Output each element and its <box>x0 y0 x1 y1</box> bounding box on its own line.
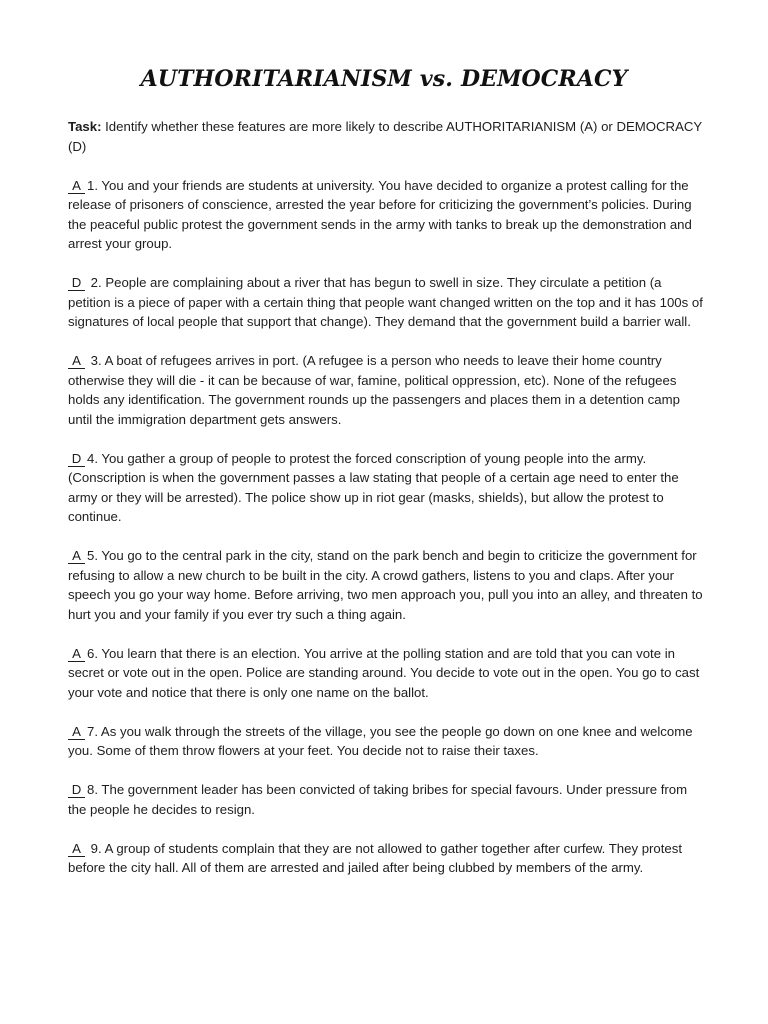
answer-blank: D <box>68 783 85 798</box>
question-8 <box>68 780 704 819</box>
question-text: 5. You go to the central park in the city, stand on the park bench and begin to criticize the government for refusing to allow a new church to be built in the city. A crowd gathers, listens to you and claps. After your speech you go your way home. Before arriving, two men approach you, pull you into an alley, and threaten to hurt you and your family if you ever try such a thing again. <box>68 548 703 622</box>
answer-blank: A <box>68 549 85 564</box>
answer-blank: A <box>68 647 85 662</box>
task-text: Identify whether these features are more likely to describe AUTHORITARIANISM (A) or DEMOCRACY (D) <box>68 119 702 154</box>
question-text: 7. As you walk through the streets of the village, you see the people go down on one knee and welcome you. Some of them throw flowers at your feet. You decide not to raise their taxes. <box>68 723 693 758</box>
question-7 <box>68 722 704 761</box>
answer-blank: A <box>68 842 85 857</box>
question-text: 3. A boat of refugees arrives in port. (A refugee is a person who needs to leave their home country otherwise they will die - it can be because of war, famine, political oppression, etc). None of the refugees holds any identification. The government rounds up the passengers and places them in a detention camp until the immigration department gets answers. <box>68 353 680 427</box>
question-text: 9. A group of students complain that they are not allowed to gather together after curfew. They protest before the city hall. All of them are arrested and jailed after being clubbed by members of the army. <box>68 840 683 875</box>
question-text: 2. People are complaining about a river that has begun to swell in size. They circulate a petition (a petition is a piece of paper with a certain thing that people want changed written on the top and it has 100s of signatures of local people that support that change). They demand that the government build a barrier wall. <box>68 275 703 329</box>
question-text: 4. You gather a group of people to protest the forced conscription of young people into the army. (Conscription is when the government passes a law stating that people of a certain age need to enter the army or they will be arrested). The police show up in riot gear (masks, shields), but allow the protest to continue. <box>68 450 679 524</box>
task-instruction <box>68 117 704 156</box>
title-vs: vs. <box>419 66 454 92</box>
question-1 <box>68 176 704 254</box>
answer-blank: D <box>68 276 85 291</box>
question-text: 6. You learn that there is an election. You arrive at the polling station and are told that you can vote in secret or vote out in the open. Police are standing around. You decide to vote out in the open. You go to cast your vote and notice that there is only one name on the ballot. <box>68 645 700 700</box>
question-4 <box>68 449 704 527</box>
question-6 <box>68 644 704 703</box>
task-label: Task: <box>68 119 102 134</box>
page-title <box>0 66 768 92</box>
question-3 <box>68 351 704 429</box>
question-2 <box>68 273 704 332</box>
answer-blank: A <box>68 354 85 369</box>
title-democracy: DEMOCRACY <box>461 66 628 92</box>
question-5 <box>68 546 704 624</box>
question-text: 8. The government leader has been convicted of taking bribes for special favours. Under pressure from the people he decides to resign. <box>68 782 688 817</box>
answer-blank: A <box>68 725 85 740</box>
title-authoritarianism: AUTHORITARIANISM <box>140 66 412 92</box>
answer-blank: D <box>68 452 85 467</box>
worksheet-body <box>68 117 704 897</box>
question-9 <box>68 839 704 878</box>
question-text: 1. You and your friends are students at university. You have decided to organize a protest calling for the release of prisoners of conscience, arrested the year before for criticizing the government’s policies. During the peaceful public protest the government sends in the army with tanks to break up the demonstration and arrest your group. <box>68 177 692 251</box>
answer-blank: A <box>68 179 85 194</box>
